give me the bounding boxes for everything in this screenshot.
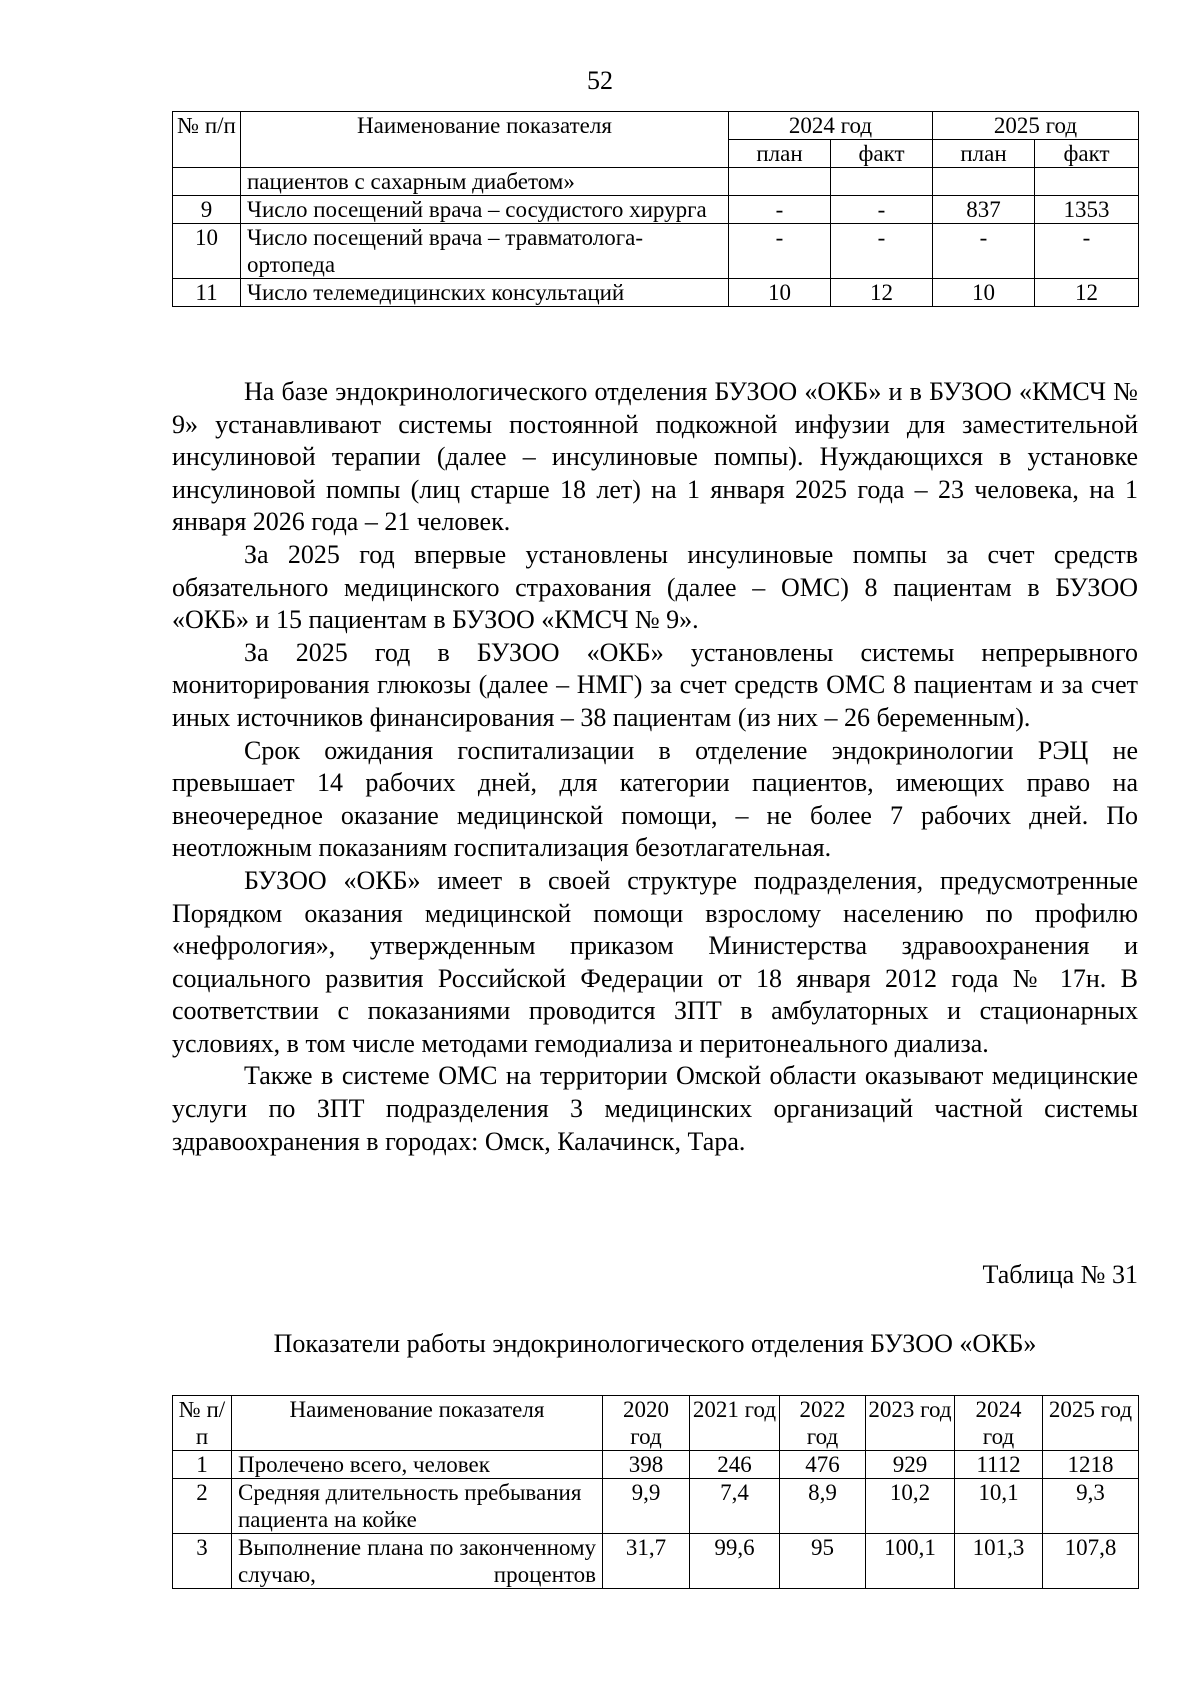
header-name: Наименование показателя — [232, 1396, 603, 1451]
table-title: Показатели работы эндокринологического отделения БУЗОО «ОКБ» — [273, 1329, 1037, 1358]
table-row — [173, 168, 1139, 196]
row-num: 3 — [173, 1534, 232, 1589]
cell-value: 101,3 — [955, 1534, 1043, 1589]
cell-value: 1353 — [1035, 196, 1139, 224]
table-row — [173, 196, 1139, 224]
row-num: 11 — [173, 279, 241, 307]
row-name: Число телемедицинских консультаций — [241, 279, 729, 307]
cell-value: 100,1 — [866, 1534, 955, 1589]
header-year-2024: 2024 год — [729, 112, 933, 140]
cell-value: - — [729, 196, 831, 224]
header-year: 2022 год — [780, 1396, 866, 1451]
cell-value: 929 — [866, 1451, 955, 1479]
paragraph: На базе эндокринологического отделения БУЗОО «ОКБ» и в БУЗОО «КМСЧ № 9» устанавливают системы постоянной подкожной инфузии для заместительной инсулиновой терапии (далее – инсулиновые помпы). Нуждающихся в установке инсулиновой помпы (лиц старше 18 лет) на 1 января 2025 года – 23 человека, на 1 января 2026 года – 21 человек. — [172, 377, 1138, 537]
cell-value: 99,6 — [690, 1534, 780, 1589]
endocrinology-indicators-table — [172, 1395, 1139, 1589]
body-text — [172, 376, 1138, 1158]
header-num: № п/п — [173, 1396, 232, 1451]
header-year: 2020 год — [603, 1396, 690, 1451]
row-num: 10 — [173, 224, 241, 279]
header-name: Наименование показателя — [241, 112, 729, 168]
header-year: 2024 год — [955, 1396, 1043, 1451]
table-number-caption: Таблица № 31 — [982, 1260, 1138, 1289]
cell-value: 10 — [933, 279, 1035, 307]
cell-value: 1218 — [1043, 1451, 1139, 1479]
header-num: № п/п — [173, 112, 241, 168]
row-num: 1 — [173, 1451, 232, 1479]
cell-value — [831, 168, 933, 196]
page-number: 52 — [587, 66, 613, 95]
cell-value: 12 — [831, 279, 933, 307]
cell-value — [933, 168, 1035, 196]
row-name: Средняя длительность пребывания пациента на койке — [232, 1479, 603, 1534]
table-header-row — [173, 1396, 1139, 1451]
header-year: 2021 год — [690, 1396, 780, 1451]
cell-value: 107,8 — [1043, 1534, 1139, 1589]
cell-value: 10,1 — [955, 1479, 1043, 1534]
cell-value — [1035, 168, 1139, 196]
paragraph: Также в системе ОМС на территории Омской области оказывают медицинские услуги по ЗПТ подразделения 3 медицинских организаций частной системы здравоохранения в городах: Омск, Калачинск, Тара. — [172, 1061, 1138, 1156]
header-year-2025: 2025 год — [933, 112, 1139, 140]
header-year: 2025 год — [1043, 1396, 1139, 1451]
row-num — [173, 168, 241, 196]
cell-value: - — [729, 224, 831, 279]
cell-value: 8,9 — [780, 1479, 866, 1534]
cell-value: 95 — [780, 1534, 866, 1589]
cell-value — [729, 168, 831, 196]
cell-value: - — [831, 196, 933, 224]
cell-value: - — [1035, 224, 1139, 279]
table-row — [173, 1451, 1139, 1479]
indicators-table-continued — [172, 111, 1139, 307]
cell-value: 1112 — [955, 1451, 1043, 1479]
row-name: Число посещений врача – травматолога-ортопеда — [241, 224, 729, 279]
paragraph: За 2025 год впервые установлены инсулиновые помпы за счет средств обязательного медицинского страхования (далее – ОМС) 8 пациентам в БУЗОО «ОКБ» и 15 пациентам в БУЗОО «КМСЧ № 9». — [172, 539, 1138, 635]
row-name: Число посещений врача – сосудистого хирурга — [241, 196, 729, 224]
paragraph: Срок ожидания госпитализации в отделение эндокринологии РЭЦ не превышает 14 рабочих дней, для категории пациентов, имеющих право на внеочередное оказание медицинской помощи, – не более 7 рабочих дней. По неотложным показаниям госпитализация безотлагательная. — [172, 735, 1138, 863]
cell-value: 12 — [1035, 279, 1139, 307]
header-plan: план — [729, 140, 831, 168]
header-plan: план — [933, 140, 1035, 168]
row-num: 2 — [173, 1479, 232, 1534]
paragraph: За 2025 год в БУЗОО «ОКБ» установлены системы непрерывного мониторирования глюкозы (далее – НМГ) за счет средств ОМС 8 пациентам и за счет иных источников финансирования – 38 пациентам (из них – 26 беременным). — [172, 637, 1138, 732]
cell-value: 9,3 — [1043, 1479, 1139, 1534]
row-name: Выполнение плана по законченному случаю, процентов — [232, 1534, 603, 1589]
row-name: Пролечено всего, человек — [232, 1451, 603, 1479]
cell-value: 246 — [690, 1451, 780, 1479]
cell-value: 10 — [729, 279, 831, 307]
header-fact: факт — [1035, 140, 1139, 168]
cell-value: 476 — [780, 1451, 866, 1479]
paragraph: БУЗОО «ОКБ» имеет в своей структуре подразделения, предусмотренные Порядком оказания медицинской помощи взрослому населению по профилю «нефрология», утвержденным приказом Министерства здравоохранения и социального развития Российской Федерации от 18 января 2012 года № 17н. В соответствии с показаниями проводится ЗПТ в амбулаторных и стационарных условиях, в том числе методами гемодиализа и перитонеального диализа. — [172, 865, 1138, 1058]
cell-value: 398 — [603, 1451, 690, 1479]
cell-value: 7,4 — [690, 1479, 780, 1534]
row-name: пациентов с сахарным диабетом» — [241, 168, 729, 196]
cell-value: 9,9 — [603, 1479, 690, 1534]
header-fact: факт — [831, 140, 933, 168]
cell-value: 31,7 — [603, 1534, 690, 1589]
row-num: 9 — [173, 196, 241, 224]
table-row — [173, 224, 1139, 279]
table-header-row — [173, 112, 1139, 140]
cell-value: - — [831, 224, 933, 279]
cell-value: 837 — [933, 196, 1035, 224]
table-row — [173, 279, 1139, 307]
header-year: 2023 год — [866, 1396, 955, 1451]
table-row — [173, 1479, 1139, 1534]
cell-value: 10,2 — [866, 1479, 955, 1534]
table-row — [173, 1534, 1139, 1589]
cell-value: - — [933, 224, 1035, 279]
